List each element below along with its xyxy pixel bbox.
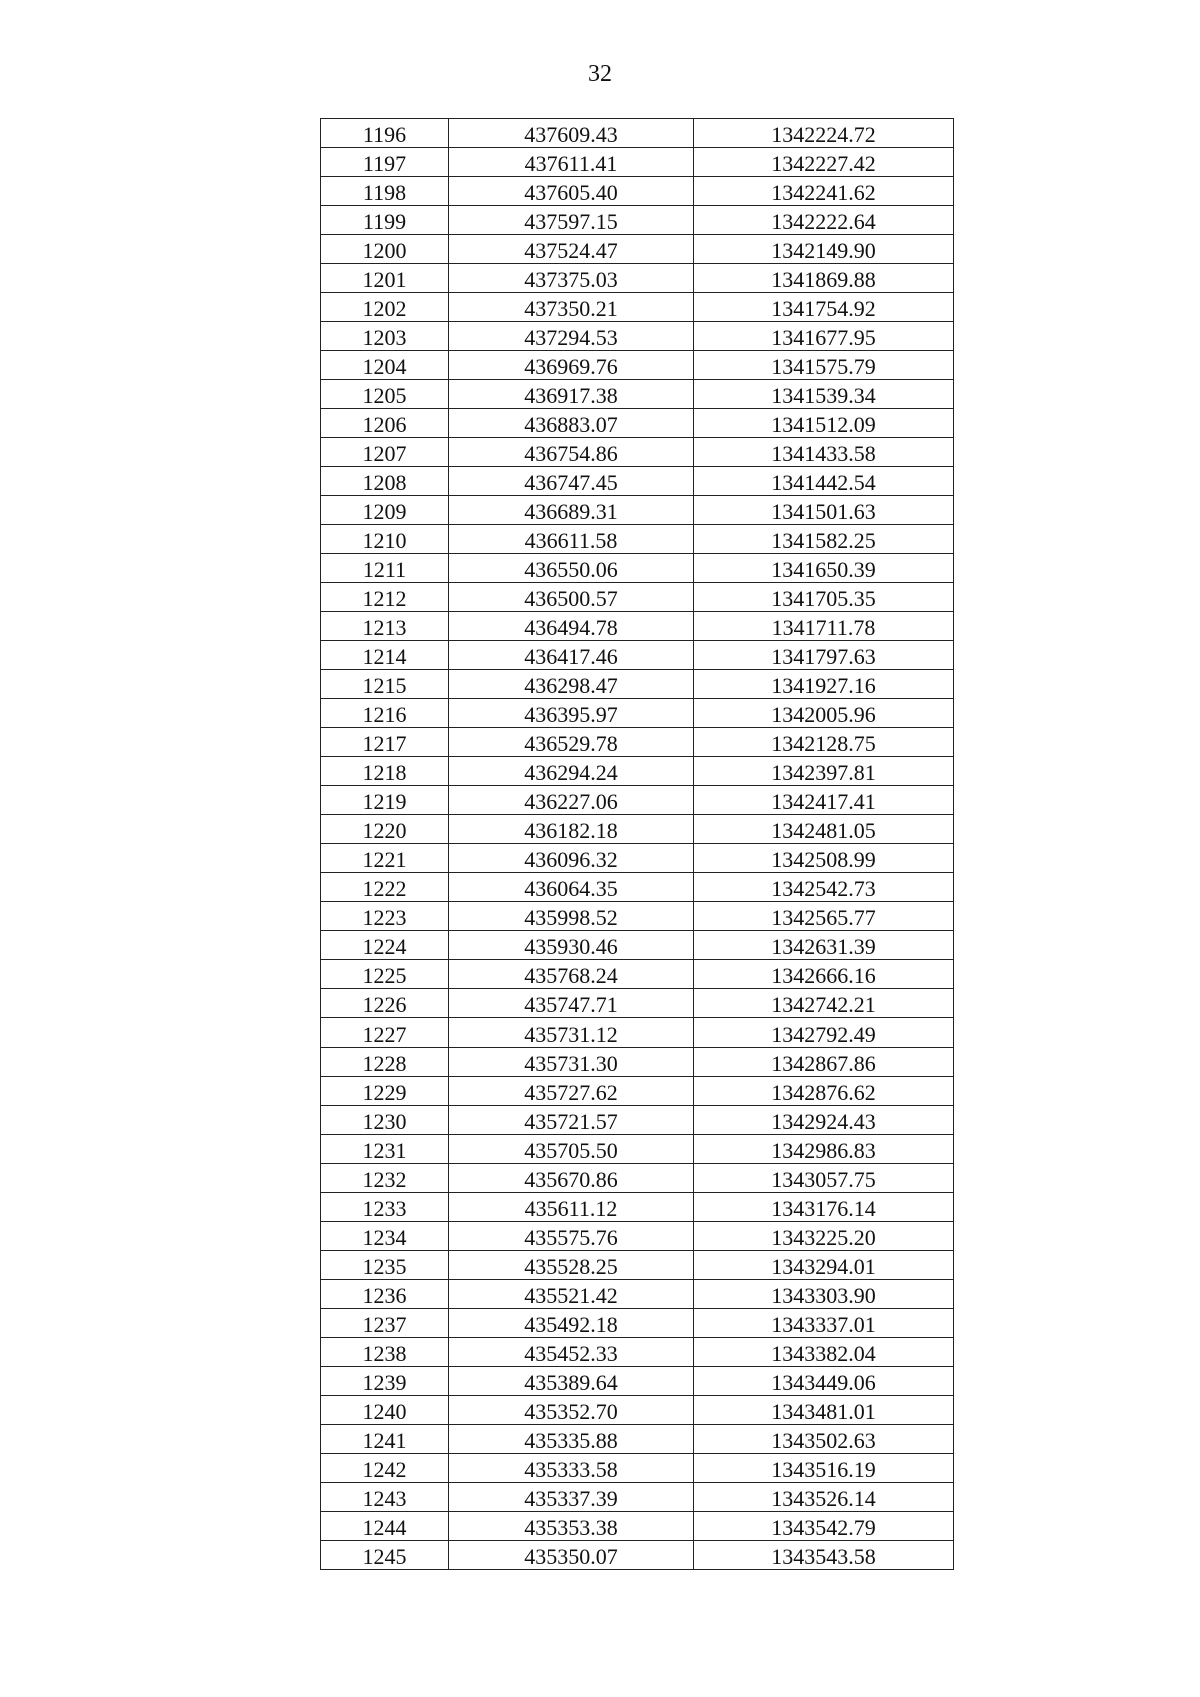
x-coordinate-cell: 436395.97 bbox=[449, 699, 694, 728]
table-row bbox=[321, 1424, 954, 1453]
y-coordinate-cell: 1341927.16 bbox=[694, 670, 954, 699]
table-row bbox=[321, 757, 954, 786]
x-coordinate-cell: 435731.12 bbox=[449, 1018, 694, 1047]
y-coordinate-cell: 1343225.20 bbox=[694, 1221, 954, 1250]
coordinates-table bbox=[320, 118, 954, 1570]
x-coordinate-cell: 436500.57 bbox=[449, 583, 694, 612]
point-number-cell: 1209 bbox=[321, 496, 449, 525]
point-number-cell: 1210 bbox=[321, 525, 449, 554]
table-row bbox=[321, 409, 954, 438]
y-coordinate-cell: 1341711.78 bbox=[694, 612, 954, 641]
point-number-cell: 1236 bbox=[321, 1279, 449, 1308]
point-number-cell: 1198 bbox=[321, 177, 449, 206]
table-row bbox=[321, 1511, 954, 1540]
x-coordinate-cell: 436182.18 bbox=[449, 815, 694, 844]
y-coordinate-cell: 1342241.62 bbox=[694, 177, 954, 206]
y-coordinate-cell: 1343502.63 bbox=[694, 1424, 954, 1453]
table-row bbox=[321, 1308, 954, 1337]
table-row bbox=[321, 786, 954, 815]
table-row bbox=[321, 1453, 954, 1482]
y-coordinate-cell: 1341575.79 bbox=[694, 351, 954, 380]
table-row bbox=[321, 1047, 954, 1076]
y-coordinate-cell: 1343294.01 bbox=[694, 1250, 954, 1279]
table-row bbox=[321, 235, 954, 264]
table-row bbox=[321, 322, 954, 351]
y-coordinate-cell: 1342005.96 bbox=[694, 699, 954, 728]
x-coordinate-cell: 435575.76 bbox=[449, 1221, 694, 1250]
y-coordinate-cell: 1342222.64 bbox=[694, 206, 954, 235]
point-number-cell: 1233 bbox=[321, 1192, 449, 1221]
y-coordinate-cell: 1341539.34 bbox=[694, 380, 954, 409]
y-coordinate-cell: 1342986.83 bbox=[694, 1134, 954, 1163]
y-coordinate-cell: 1342417.41 bbox=[694, 786, 954, 815]
x-coordinate-cell: 435350.07 bbox=[449, 1540, 694, 1569]
x-coordinate-cell: 437611.41 bbox=[449, 148, 694, 177]
x-coordinate-cell: 435335.88 bbox=[449, 1424, 694, 1453]
y-coordinate-cell: 1343382.04 bbox=[694, 1337, 954, 1366]
y-coordinate-cell: 1341754.92 bbox=[694, 293, 954, 322]
point-number-cell: 1196 bbox=[321, 119, 449, 148]
y-coordinate-cell: 1343337.01 bbox=[694, 1308, 954, 1337]
x-coordinate-cell: 435930.46 bbox=[449, 931, 694, 960]
y-coordinate-cell: 1342666.16 bbox=[694, 960, 954, 989]
point-number-cell: 1216 bbox=[321, 699, 449, 728]
x-coordinate-cell: 435727.62 bbox=[449, 1076, 694, 1105]
y-coordinate-cell: 1343481.01 bbox=[694, 1395, 954, 1424]
point-number-cell: 1242 bbox=[321, 1453, 449, 1482]
table-row bbox=[321, 1134, 954, 1163]
x-coordinate-cell: 435528.25 bbox=[449, 1250, 694, 1279]
table-row bbox=[321, 293, 954, 322]
point-number-cell: 1243 bbox=[321, 1482, 449, 1511]
x-coordinate-cell: 436096.32 bbox=[449, 844, 694, 873]
x-coordinate-cell: 435731.30 bbox=[449, 1047, 694, 1076]
x-coordinate-cell: 436969.76 bbox=[449, 351, 694, 380]
x-coordinate-cell: 437375.03 bbox=[449, 264, 694, 293]
table-row bbox=[321, 554, 954, 583]
point-number-cell: 1205 bbox=[321, 380, 449, 409]
point-number-cell: 1208 bbox=[321, 467, 449, 496]
y-coordinate-cell: 1343303.90 bbox=[694, 1279, 954, 1308]
y-coordinate-cell: 1342792.49 bbox=[694, 1018, 954, 1047]
table-row bbox=[321, 1366, 954, 1395]
y-coordinate-cell: 1342224.72 bbox=[694, 119, 954, 148]
point-number-cell: 1214 bbox=[321, 641, 449, 670]
x-coordinate-cell: 436494.78 bbox=[449, 612, 694, 641]
y-coordinate-cell: 1342876.62 bbox=[694, 1076, 954, 1105]
point-number-cell: 1232 bbox=[321, 1163, 449, 1192]
point-number-cell: 1211 bbox=[321, 554, 449, 583]
x-coordinate-cell: 435452.33 bbox=[449, 1337, 694, 1366]
y-coordinate-cell: 1342508.99 bbox=[694, 844, 954, 873]
x-coordinate-cell: 436298.47 bbox=[449, 670, 694, 699]
y-coordinate-cell: 1342742.21 bbox=[694, 989, 954, 1018]
x-coordinate-cell: 435768.24 bbox=[449, 960, 694, 989]
y-coordinate-cell: 1342867.86 bbox=[694, 1047, 954, 1076]
x-coordinate-cell: 436917.38 bbox=[449, 380, 694, 409]
point-number-cell: 1241 bbox=[321, 1424, 449, 1453]
y-coordinate-cell: 1341512.09 bbox=[694, 409, 954, 438]
x-coordinate-cell: 436294.24 bbox=[449, 757, 694, 786]
table-row bbox=[321, 612, 954, 641]
table-row bbox=[321, 670, 954, 699]
table-row bbox=[321, 583, 954, 612]
table-row bbox=[321, 467, 954, 496]
table-row bbox=[321, 177, 954, 206]
point-number-cell: 1227 bbox=[321, 1018, 449, 1047]
y-coordinate-cell: 1343449.06 bbox=[694, 1366, 954, 1395]
table-row bbox=[321, 351, 954, 380]
point-number-cell: 1240 bbox=[321, 1395, 449, 1424]
table-row bbox=[321, 1163, 954, 1192]
x-coordinate-cell: 435337.39 bbox=[449, 1482, 694, 1511]
x-coordinate-cell: 435998.52 bbox=[449, 902, 694, 931]
point-number-cell: 1224 bbox=[321, 931, 449, 960]
table-row bbox=[321, 438, 954, 467]
point-number-cell: 1223 bbox=[321, 902, 449, 931]
y-coordinate-cell: 1343057.75 bbox=[694, 1163, 954, 1192]
table-row bbox=[321, 1250, 954, 1279]
table-row bbox=[321, 815, 954, 844]
x-coordinate-cell: 435389.64 bbox=[449, 1366, 694, 1395]
x-coordinate-cell: 436529.78 bbox=[449, 728, 694, 757]
point-number-cell: 1226 bbox=[321, 989, 449, 1018]
y-coordinate-cell: 1341797.63 bbox=[694, 641, 954, 670]
x-coordinate-cell: 435611.12 bbox=[449, 1192, 694, 1221]
y-coordinate-cell: 1341442.54 bbox=[694, 467, 954, 496]
point-number-cell: 1231 bbox=[321, 1134, 449, 1163]
coordinates-table-body bbox=[321, 119, 954, 1570]
table-row bbox=[321, 989, 954, 1018]
x-coordinate-cell: 435352.70 bbox=[449, 1395, 694, 1424]
y-coordinate-cell: 1342565.77 bbox=[694, 902, 954, 931]
x-coordinate-cell: 437524.47 bbox=[449, 235, 694, 264]
y-coordinate-cell: 1341433.58 bbox=[694, 438, 954, 467]
table-row bbox=[321, 844, 954, 873]
point-number-cell: 1204 bbox=[321, 351, 449, 380]
x-coordinate-cell: 437294.53 bbox=[449, 322, 694, 351]
point-number-cell: 1202 bbox=[321, 293, 449, 322]
x-coordinate-cell: 435705.50 bbox=[449, 1134, 694, 1163]
point-number-cell: 1215 bbox=[321, 670, 449, 699]
table-row bbox=[321, 525, 954, 554]
x-coordinate-cell: 436754.86 bbox=[449, 438, 694, 467]
y-coordinate-cell: 1342924.43 bbox=[694, 1105, 954, 1134]
point-number-cell: 1244 bbox=[321, 1511, 449, 1540]
y-coordinate-cell: 1341677.95 bbox=[694, 322, 954, 351]
point-number-cell: 1238 bbox=[321, 1337, 449, 1366]
point-number-cell: 1221 bbox=[321, 844, 449, 873]
point-number-cell: 1234 bbox=[321, 1221, 449, 1250]
point-number-cell: 1239 bbox=[321, 1366, 449, 1395]
x-coordinate-cell: 435333.58 bbox=[449, 1453, 694, 1482]
point-number-cell: 1245 bbox=[321, 1540, 449, 1569]
table-row bbox=[321, 1192, 954, 1221]
x-coordinate-cell: 436064.35 bbox=[449, 873, 694, 902]
y-coordinate-cell: 1341650.39 bbox=[694, 554, 954, 583]
point-number-cell: 1203 bbox=[321, 322, 449, 351]
point-number-cell: 1201 bbox=[321, 264, 449, 293]
table-row bbox=[321, 699, 954, 728]
point-number-cell: 1213 bbox=[321, 612, 449, 641]
point-number-cell: 1206 bbox=[321, 409, 449, 438]
point-number-cell: 1218 bbox=[321, 757, 449, 786]
table-row bbox=[321, 960, 954, 989]
x-coordinate-cell: 436417.46 bbox=[449, 641, 694, 670]
y-coordinate-cell: 1341705.35 bbox=[694, 583, 954, 612]
x-coordinate-cell: 436883.07 bbox=[449, 409, 694, 438]
point-number-cell: 1229 bbox=[321, 1076, 449, 1105]
point-number-cell: 1225 bbox=[321, 960, 449, 989]
table-row bbox=[321, 1482, 954, 1511]
point-number-cell: 1197 bbox=[321, 148, 449, 177]
x-coordinate-cell: 437605.40 bbox=[449, 177, 694, 206]
y-coordinate-cell: 1342481.05 bbox=[694, 815, 954, 844]
point-number-cell: 1212 bbox=[321, 583, 449, 612]
y-coordinate-cell: 1342542.73 bbox=[694, 873, 954, 902]
point-number-cell: 1217 bbox=[321, 728, 449, 757]
y-coordinate-cell: 1343542.79 bbox=[694, 1511, 954, 1540]
table-row bbox=[321, 119, 954, 148]
table-row bbox=[321, 1076, 954, 1105]
table-row bbox=[321, 1337, 954, 1366]
x-coordinate-cell: 436550.06 bbox=[449, 554, 694, 583]
table-row bbox=[321, 902, 954, 931]
y-coordinate-cell: 1342128.75 bbox=[694, 728, 954, 757]
y-coordinate-cell: 1342397.81 bbox=[694, 757, 954, 786]
table-row bbox=[321, 641, 954, 670]
x-coordinate-cell: 435521.42 bbox=[449, 1279, 694, 1308]
x-coordinate-cell: 435670.86 bbox=[449, 1163, 694, 1192]
table-row bbox=[321, 206, 954, 235]
table-row bbox=[321, 1395, 954, 1424]
y-coordinate-cell: 1343176.14 bbox=[694, 1192, 954, 1221]
table-row bbox=[321, 931, 954, 960]
y-coordinate-cell: 1343543.58 bbox=[694, 1540, 954, 1569]
point-number-cell: 1200 bbox=[321, 235, 449, 264]
x-coordinate-cell: 436227.06 bbox=[449, 786, 694, 815]
table-row bbox=[321, 1540, 954, 1569]
point-number-cell: 1235 bbox=[321, 1250, 449, 1279]
x-coordinate-cell: 435353.38 bbox=[449, 1511, 694, 1540]
point-number-cell: 1222 bbox=[321, 873, 449, 902]
y-coordinate-cell: 1341501.63 bbox=[694, 496, 954, 525]
table-row bbox=[321, 380, 954, 409]
x-coordinate-cell: 435492.18 bbox=[449, 1308, 694, 1337]
table-row bbox=[321, 1018, 954, 1047]
table-row bbox=[321, 728, 954, 757]
table-row bbox=[321, 1279, 954, 1308]
page-number: 32 bbox=[588, 61, 612, 87]
point-number-cell: 1199 bbox=[321, 206, 449, 235]
table-row bbox=[321, 496, 954, 525]
y-coordinate-cell: 1343526.14 bbox=[694, 1482, 954, 1511]
x-coordinate-cell: 436689.31 bbox=[449, 496, 694, 525]
table-row bbox=[321, 264, 954, 293]
y-coordinate-cell: 1343516.19 bbox=[694, 1453, 954, 1482]
point-number-cell: 1230 bbox=[321, 1105, 449, 1134]
table-row bbox=[321, 1105, 954, 1134]
point-number-cell: 1237 bbox=[321, 1308, 449, 1337]
y-coordinate-cell: 1341869.88 bbox=[694, 264, 954, 293]
table-row bbox=[321, 1221, 954, 1250]
x-coordinate-cell: 437350.21 bbox=[449, 293, 694, 322]
y-coordinate-cell: 1342631.39 bbox=[694, 931, 954, 960]
x-coordinate-cell: 436747.45 bbox=[449, 467, 694, 496]
point-number-cell: 1219 bbox=[321, 786, 449, 815]
table-row bbox=[321, 148, 954, 177]
y-coordinate-cell: 1341582.25 bbox=[694, 525, 954, 554]
x-coordinate-cell: 435721.57 bbox=[449, 1105, 694, 1134]
x-coordinate-cell: 437597.15 bbox=[449, 206, 694, 235]
x-coordinate-cell: 435747.71 bbox=[449, 989, 694, 1018]
x-coordinate-cell: 436611.58 bbox=[449, 525, 694, 554]
y-coordinate-cell: 1342149.90 bbox=[694, 235, 954, 264]
point-number-cell: 1207 bbox=[321, 438, 449, 467]
y-coordinate-cell: 1342227.42 bbox=[694, 148, 954, 177]
x-coordinate-cell: 437609.43 bbox=[449, 119, 694, 148]
point-number-cell: 1220 bbox=[321, 815, 449, 844]
point-number-cell: 1228 bbox=[321, 1047, 449, 1076]
table-row bbox=[321, 873, 954, 902]
